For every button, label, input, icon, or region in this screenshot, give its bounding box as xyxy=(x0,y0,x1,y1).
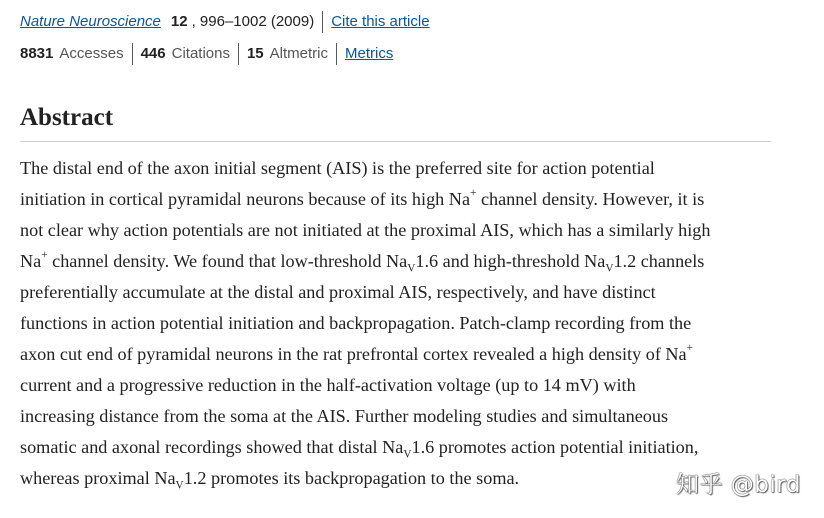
abstract-text-segment: increasing distance from the soma at the AIS. Further modeling studies and simultaneous xyxy=(20,406,669,426)
heading-divider xyxy=(20,141,771,142)
abstract-text-segment: + xyxy=(686,342,693,355)
abstract-line xyxy=(20,370,780,401)
abstract-line xyxy=(20,153,780,184)
abstract-line xyxy=(20,339,780,370)
abstract-text-segment: initiation in cortical pyramidal neurons because of its high Na xyxy=(20,189,471,209)
abstract-text-segment: whereas proximal Na xyxy=(20,468,176,488)
accesses-label: Accesses xyxy=(59,45,124,62)
abstract-text-segment: 1.2 channels xyxy=(613,251,705,271)
metrics-link[interactable]: Metrics xyxy=(345,45,394,62)
abstract-line xyxy=(20,432,780,463)
separator xyxy=(132,43,133,65)
abstract-text xyxy=(20,153,780,494)
citation-line xyxy=(20,11,430,33)
abstract-line xyxy=(20,184,780,215)
abstract-text-segment: V xyxy=(605,262,614,275)
abstract-text-segment: axon cut end of pyramidal neurons in the rat prefrontal cortex revealed a high density of Na xyxy=(20,344,687,364)
abstract-text-segment: 1.6 promotes action potential initiation, xyxy=(411,437,699,457)
abstract-text-segment: V xyxy=(403,448,412,461)
abstract-line xyxy=(20,215,780,246)
separator xyxy=(238,43,239,65)
abstract-text-segment: Na xyxy=(20,251,42,271)
abstract-text-segment: somatic and axonal recordings showed that distal Na xyxy=(20,437,404,457)
accesses-count: 8831 xyxy=(20,45,54,62)
abstract-line xyxy=(20,463,780,494)
article-metrics-bar xyxy=(20,43,393,65)
abstract-text-segment: + xyxy=(41,249,48,262)
altmetric-label: Altmetric xyxy=(269,45,328,62)
abstract-text-segment: V xyxy=(407,262,416,275)
abstract-text-segment: current and a progressive reduction in the half-activation voltage (up to 14 mV) with xyxy=(20,375,636,395)
abstract-text-segment: channel density. However, it is xyxy=(476,189,705,209)
abstract-line xyxy=(20,277,780,308)
volume-number: 12 xyxy=(170,13,188,30)
abstract-text-segment: channel density. We found that low-threshold Na xyxy=(47,251,408,271)
abstract-text-segment: preferentially accumulate at the distal and proximal AIS, respectively, and have distinct xyxy=(20,282,656,302)
pages-year: , 996–1002 (2009) xyxy=(191,13,315,30)
citations-count: 446 xyxy=(140,45,166,62)
separator xyxy=(322,11,323,33)
separator xyxy=(336,43,337,65)
abstract-line xyxy=(20,401,780,432)
journal-link[interactable]: Nature Neuroscience xyxy=(20,13,161,30)
abstract-line xyxy=(20,308,780,339)
abstract-text-segment: not clear why action potentials are not initiated at the proximal AIS, which has a similarly high xyxy=(20,220,711,240)
cite-this-article-link[interactable]: Cite this article xyxy=(331,13,430,30)
abstract-text-segment: 1.2 promotes its backpropagation to the soma. xyxy=(183,468,520,488)
abstract-text-segment: functions in action potential initiation and backpropagation. Patch-clamp recording from the xyxy=(20,313,692,333)
altmetric-count: 15 xyxy=(246,45,264,62)
abstract-heading: Abstract xyxy=(20,104,114,131)
citations-label: Citations xyxy=(171,45,230,62)
abstract-line xyxy=(20,246,780,277)
watermark: 知乎 @bird xyxy=(676,472,801,498)
abstract-text-segment: 1.6 and high-threshold Na xyxy=(415,251,606,271)
abstract-text-segment: + xyxy=(470,187,477,200)
abstract-text-segment: V xyxy=(175,479,184,492)
abstract-text-segment: The distal end of the axon initial segment (AIS) is the preferred site for action potential xyxy=(20,158,655,178)
